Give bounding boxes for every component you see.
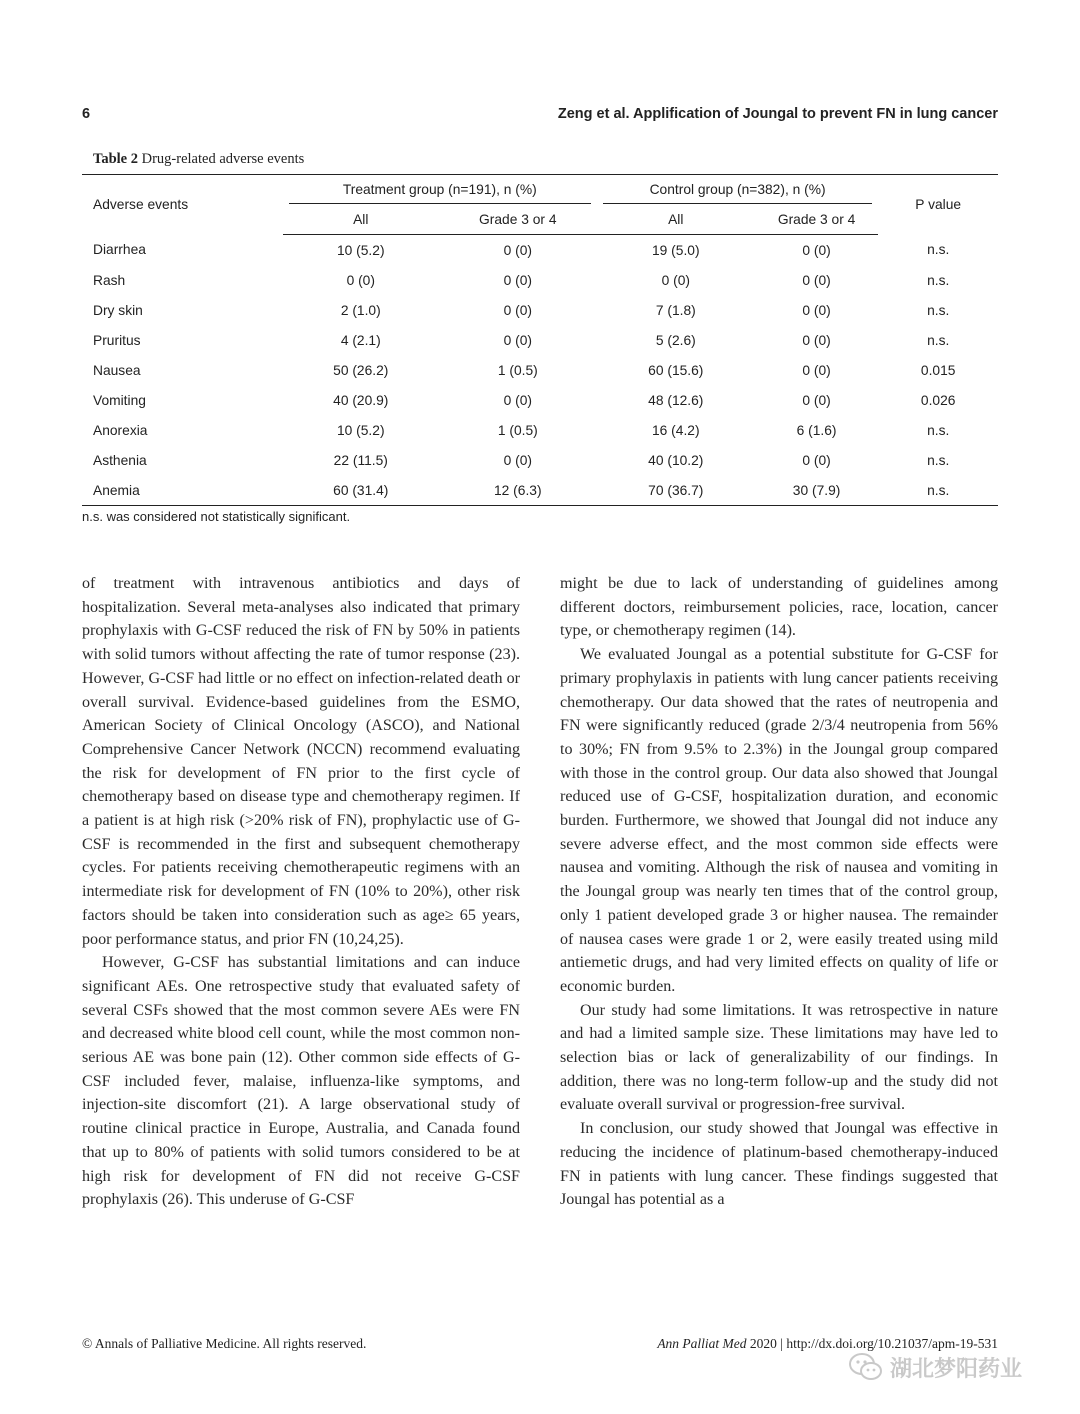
- cell-treatment-all: 10 (5.2): [336, 242, 385, 258]
- body-column-right: [560, 572, 998, 1212]
- cell-event: Pruritus: [93, 332, 141, 348]
- copyright-notice: © Annals of Palliative Medicine. All rights reserved.: [82, 1336, 367, 1351]
- subcol-treatment-grade: Grade 3 or 4: [439, 204, 597, 235]
- table-row: [82, 415, 998, 445]
- wechat-icon: [848, 1352, 884, 1382]
- cell-p-value: n.s.: [878, 475, 998, 506]
- cell-event: Diarrhea: [93, 242, 146, 258]
- col-group-treatment: Treatment group (n=191), n (%): [283, 175, 597, 205]
- cell-event: Anorexia: [93, 422, 148, 438]
- cell-control-grade: 0 (0): [802, 332, 831, 348]
- table-caption-label: Table 2: [93, 151, 138, 167]
- paragraph: We evaluated Joungal as a potential substitute for G-CSF for primary prophylaxis in patients with lung cancer patients receiving chemotherapy. Our data showed that the rates of neutropenia and FN were significantly reduced (grade 2/3/4 neutropenia from 56% to 30%; FN from 9.5% to 2.3%) in the Joungal group compared with those in the control group. Our data also showed that Joungal reduced use of G-CSF, hospitalization duration, and economic burden. Furthermore, we showed that Joungal did not induce any severe adverse effect, and the most common side effects were nausea and vomiting. Although the risk of nausea and vomiting in the Joungal group was nearly ten times that of the control group, only 1 patient developed grade 3 or higher nausea. The remainder of nausea cases were grade 1 or 2, were easily treated using mild antiemetic drugs, and had very limited effects on quality of life or economic burden.: [560, 646, 998, 995]
- cell-event: Asthenia: [93, 452, 147, 468]
- page-header: [82, 106, 998, 128]
- cell-treatment-grade: 12 (6.3): [439, 475, 597, 506]
- paragraph: In conclusion, our study showed that Joungal was effective in reducing the incidence of platinum-based chemotherapy-induced FN in patients with lung cancer. These findings suggested that Joungal has potential as a: [560, 1120, 998, 1209]
- cell-control-grade: 0 (0): [802, 302, 831, 318]
- cell-treatment-all: 60 (31.4): [283, 475, 439, 506]
- subcol-control-grade: Grade 3 or 4: [755, 204, 879, 235]
- table-row: [82, 385, 998, 415]
- paragraph: Our study had some limitations. It was retrospective in nature and had a limited sample size. These limitations may have led to selection bias or lack of generalizability of our findings. In addition, there was no long-term follow-up and the study did not evaluate overall survival or progression-free survival.: [560, 1001, 998, 1114]
- cell-treatment-all: 50 (26.2): [333, 362, 389, 378]
- cell-control-all: 7 (1.8): [655, 302, 696, 318]
- cell-p-value: n.s.: [927, 242, 950, 258]
- table-row: [82, 355, 998, 385]
- cell-treatment-grade: 1 (0.5): [497, 362, 538, 378]
- table-row: [82, 265, 998, 295]
- cell-control-grade: 0 (0): [802, 362, 831, 378]
- subcol-treatment-all: All: [283, 204, 439, 235]
- cell-p-value: 0.026: [920, 392, 956, 408]
- cell-p-value: n.s.: [927, 332, 950, 348]
- cell-treatment-all: 10 (5.2): [336, 422, 385, 438]
- running-title: Zeng et al. Applification of Joungal to prevent FN in lung cancer: [557, 106, 998, 122]
- col-p-value: P value: [878, 175, 998, 235]
- cell-treatment-grade: 0 (0): [503, 452, 532, 468]
- paragraph: of treatment with intravenous antibiotics and days of hospitalization. Several meta-analyses also indicated that primary prophylaxis with G-CSF reduced the risk of FN by 50% in patients with solid tumors without affecting the rate of tumor response (23). However, G-CSF had little or no effect on infection-related death or overall survival. Evidence-based guidelines from the ESMO, American Society of Clinical Oncology (ASCO), and National Comprehensive Cancer Network (NCCN) recommend evaluating the risk for development of FN prior to the first cycle of chemotherapy based on disease type and chemotherapy regimen. If a patient is at high risk (>20% risk of FN), prophylactic use of G-CSF is recommended in the first and subsequent chemotherapy cycles. For patients receiving chemotherapeutic regimens with an intermediate risk for development of FN (10% to 20%), other risk factors should be taken into consideration such as age≥ 65 years, poor performance status, and prior FN (10,24,25).: [82, 575, 520, 948]
- col-adverse-events: Adverse events: [82, 175, 283, 235]
- cell-control-grade: 30 (7.9): [755, 475, 879, 506]
- cell-control-all: 5 (2.6): [655, 332, 696, 348]
- paragraph: might be due to lack of understanding of guidelines among different doctors, reimbursement policies, race, location, cancer type, or chemotherapy regimen (14).: [560, 575, 998, 640]
- adverse-events-table: [82, 174, 998, 506]
- cell-treatment-all: 22 (11.5): [333, 452, 388, 468]
- cell-event: Anemia: [82, 475, 283, 506]
- cell-treatment-grade: 0 (0): [503, 302, 532, 318]
- cell-p-value: n.s.: [927, 302, 950, 318]
- cell-control-all: 60 (15.6): [648, 362, 704, 378]
- cell-treatment-grade: 0 (0): [503, 272, 532, 288]
- cell-treatment-grade: 0 (0): [503, 242, 532, 258]
- cell-treatment-all: 2 (1.0): [340, 302, 381, 318]
- table-caption-text: Drug-related adverse events: [138, 151, 305, 167]
- table-row: [82, 445, 998, 475]
- cell-p-value: 0.015: [920, 362, 956, 378]
- table-row: [82, 235, 998, 266]
- cell-p-value: n.s.: [927, 452, 950, 468]
- cell-p-value: n.s.: [927, 272, 950, 288]
- cell-control-grade: 0 (0): [802, 452, 831, 468]
- cell-control-all: 16 (4.2): [652, 422, 700, 438]
- cell-p-value: n.s.: [927, 422, 950, 438]
- subcol-control-all: All: [597, 204, 755, 235]
- cell-control-all: 70 (36.7): [597, 475, 755, 506]
- page-number: 6: [82, 106, 91, 122]
- cell-control-grade: 6 (1.6): [796, 422, 837, 438]
- table-row: [82, 325, 998, 355]
- cell-treatment-all: 40 (20.9): [333, 392, 389, 408]
- table-row: [82, 475, 998, 506]
- cell-treatment-all: 0 (0): [346, 272, 375, 288]
- cell-treatment-grade: 0 (0): [503, 332, 532, 348]
- cell-event: Vomiting: [93, 392, 146, 408]
- paragraph: However, G-CSF has substantial limitations and can induce significant AEs. One retrospective study that evaluated safety of several CSFs showed that the most common severe AEs were FN and decreased white blood cell count, while the most common non-serious AE was bone pain (12). Other common side effects of G-CSF included fever, malaise, influenza-like symptoms, and injection-site discomfort (21). A large observational study of routine clinical practice in Europe, Australia, and Canada found that up to 80% of patients with solid tumors considered to be at high risk for development of FN did not receive G-CSF prophylaxis (26). This underuse of G-CSF: [82, 954, 520, 1209]
- watermark-text: 湖北梦阳药业: [890, 1356, 1023, 1382]
- cell-treatment-all: 4 (2.1): [340, 332, 381, 348]
- table-footnote: n.s. was considered not statistically significant.: [82, 509, 351, 524]
- cell-control-all: 40 (10.2): [648, 452, 704, 468]
- cell-event: Nausea: [93, 362, 141, 378]
- cell-event: Rash: [93, 272, 126, 288]
- cell-control-all: 48 (12.6): [648, 392, 704, 408]
- cell-control-all: 19 (5.0): [652, 242, 700, 258]
- cell-control-all: 0 (0): [661, 272, 690, 288]
- journal-abbrev: Ann Palliat Med: [657, 1336, 747, 1351]
- body-column-left: [82, 572, 520, 1212]
- watermark: [848, 1350, 1022, 1384]
- cell-control-grade: 0 (0): [802, 272, 831, 288]
- table-caption: [93, 151, 304, 168]
- cell-control-grade: 0 (0): [802, 242, 831, 258]
- table-row: [82, 295, 998, 325]
- cell-event: Dry skin: [93, 302, 143, 318]
- cell-treatment-grade: 0 (0): [503, 392, 532, 408]
- doi-link: 2020 | http://dx.doi.org/10.21037/apm-19-531: [746, 1336, 998, 1351]
- cell-treatment-grade: 1 (0.5): [497, 422, 538, 438]
- col-group-control: Control group (n=382), n (%): [597, 175, 879, 205]
- cell-control-grade: 0 (0): [802, 392, 831, 408]
